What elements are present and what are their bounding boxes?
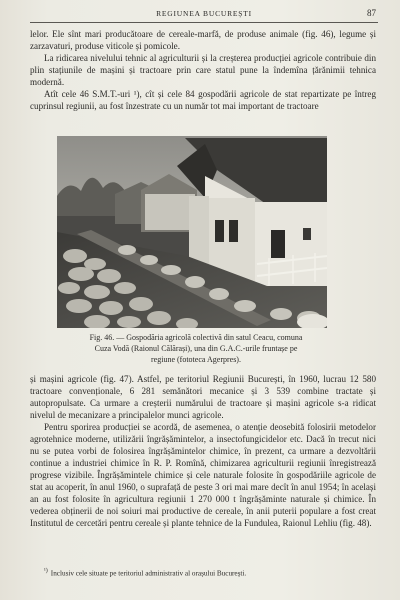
running-header xyxy=(30,6,378,23)
caption-line: regiune (fototeca Agerpres). xyxy=(151,355,241,364)
footnote-mark: ¹) xyxy=(44,568,48,574)
footnote xyxy=(44,566,374,578)
paragraph: Atît cele 46 S.M.T.-uri ¹), cît și cele 84 gospodării agricole de stat repartizate pe întreg cuprinsul regiunii, au fost înzestrate cu un număr tot mai important de tractoare xyxy=(30,89,376,111)
running-title: REGIUNEA BUCUREȘTI xyxy=(156,9,252,18)
paragraph: Pentru sporirea producției se acordă, de asemenea, o atenție deosebită folosirii metodelor agrotehnice moderne, utilizării îngrășămintelor, a insectofungicidelor etc. Dacă în trecut nici nu se putea vorbi de folosirea îngrășămintelor chimice, în prezent, ca urmare a dezvoltării continue a industriei chimice în R. P. Romînă, chimizarea agriculturii regiunii înregistrează progrese vizibile. Îngrășămintele chimice și cele naturale folosite în gospodăriile agricole de stat au acoperit, în anul 1960, o suprafață de peste 3 ori mai mare decît în anul 1954; în același an au fost folosite în agricultura regiunii 1 270 000 t îngrășăminte naturale și chimice. În vederea obținerii de noi soiuri mai productive de cereale, în anii puterii populare a fost creat Institutul de cercetări pentru cereale și plante tehnice de la Fundulea, Raionul Lehliu (fig. 48). xyxy=(30,422,376,528)
body-text-top xyxy=(30,28,376,112)
caption-line: Cuza Vodă (Raionul Călărași), una din G.A.C.-urile fruntașe pe xyxy=(94,344,298,353)
paragraph: și mașini agricole (fig. 47). Astfel, pe teritoriul Regiunii București, în 1960, lucrau 12 580 tractoare convenționale, 6 281 semănători mecanice și 3 539 combine tractate și autopropulsate. Ca urmare a creșterii numărului de tractoare și mașini agricole s-a ridicat nivelul de mecanizare a principalelor munci agricole. xyxy=(30,374,376,420)
page-number: 87 xyxy=(367,8,376,18)
paragraph: La ridicarea nivelului tehnic al agriculturii și la creșterea producției agricole contribuie din plin stațiunile de mașini și tractoare prin care statul pune la îndemîna țărănimii tehnica modernă. xyxy=(30,53,376,87)
body-text-bottom xyxy=(30,373,376,529)
caption-line: Fig. 46. — Gospodăria agricolă colectivă din satul Ceacu, comuna xyxy=(89,333,303,342)
farm-photo-image xyxy=(57,136,327,328)
figure-photo xyxy=(57,136,327,328)
footnote-text: Inclusiv cele situate pe teritoriul administrativ al orașului București. xyxy=(50,569,247,578)
figure-caption xyxy=(60,332,332,365)
paragraph: lelor. Ele sînt mari producătoare de cereale-marfă, de produse animale (fig. 46), legume și zarzavaturi, produse viticole și pomicole. xyxy=(30,29,376,51)
